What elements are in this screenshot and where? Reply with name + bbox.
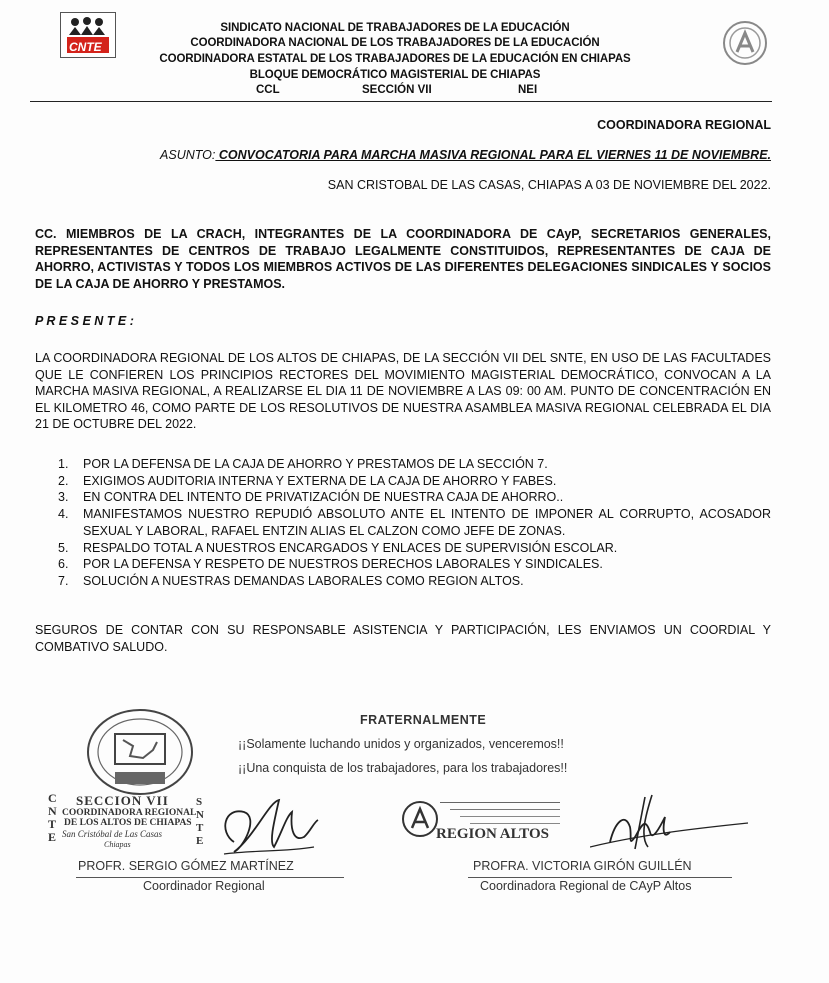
department-title: COORDINADORA REGIONAL — [597, 118, 771, 132]
motto-1: ¡¡Solamente luchando unidos y organizados, venceremos!! — [238, 737, 564, 751]
header-divider — [30, 101, 772, 102]
demands-list — [35, 456, 771, 590]
handwritten-signature-icon — [214, 792, 324, 862]
list-item: 6. POR LA DEFENSA Y RESPETO DE NUESTROS DERECHOS LABORALES Y SINDICALES. — [58, 557, 603, 572]
right-signature — [590, 787, 750, 864]
stamp-line-4: Chiapas — [104, 840, 131, 849]
header-ccl: CCL — [256, 84, 280, 96]
presente-heading: P R E S E N T E : — [35, 314, 134, 328]
stamp-seccion: SECCION VII — [76, 793, 169, 808]
header-nei: NEI — [518, 84, 538, 96]
stamp-line-2: DE LOS ALTOS DE CHIAPAS — [64, 818, 192, 828]
list-item: 7. SOLUCIÓN A NUESTRAS DEMANDAS LABORALES COMO REGION ALTOS. — [58, 573, 524, 588]
header-line-1: SINDICATO NACIONAL DE TRABAJADORES DE LA EDUCACIÓN — [220, 22, 570, 34]
header-emblem — [722, 20, 768, 71]
left-signature — [214, 792, 324, 867]
triangle-emblem-icon — [722, 20, 768, 66]
list-item: 3. EN CONTRA DEL INTENTO DE PRIVATIZACIÓN DE NUESTRA CAJA DE AHORRO.. — [58, 490, 564, 505]
left-signature-line — [76, 877, 344, 878]
motto-2: ¡¡Una conquista de los trabajadores, para los trabajadores!! — [238, 761, 568, 775]
right-signer-name: PROFRA. VICTORIA GIRÓN GUILLÉN — [473, 859, 692, 873]
stamp-line-1: COORDINADORA REGIONAL — [62, 808, 197, 818]
stamp-side-letters-right: S N T E — [196, 796, 204, 847]
stamp-line-3: San Cristóbal de Las Casas — [62, 829, 163, 839]
list-item: 5. RESPALDO TOTAL A NUESTROS ENCARGADOS Y ENLACES DE SUPERVISIÓN ESCOLAR. — [58, 540, 618, 555]
handwritten-signature-icon — [590, 787, 750, 859]
left-signer-role: Coordinador Regional — [143, 879, 265, 893]
seal-emblem-icon — [85, 706, 195, 798]
right-stamp — [400, 798, 549, 845]
place-date: SAN CRISTOBAL DE LAS CASAS, CHIAPAS A 03 DE NOVIEMBRE DEL 2022. — [327, 178, 771, 192]
body-paragraph: LA COORDINADORA REGIONAL DE LOS ALTOS DE CHIAPAS, DE LA SECCIÓN VII DEL SNTE, EN USO DE LAS FACULTADES QUE LE CONFIEREN LOS PRINCIPIOS RECTORES DEL MOVIMIENTO MAGISTERIAL DEMOCRÁTICO, CONVOCAN A LA MARCHA MASIVA REGIONAL, A REALIZARSE EL DIA 11 DE NOVIEMBRE A LAS 09: 00 AM. PUNTO DE CONCENTRACIÓN EN EL KILOMETRO 46, COMO PARTE DE LOS RESOLUTIVOS DE NUESTRA ASAMBLEA MASIVA REGIONAL CELEBRADA EL DIA 21 DE OCTUBRE DEL 2022. — [35, 351, 771, 431]
asunto-line — [160, 148, 771, 162]
header-line-2: COORDINADORA NACIONAL DE LOS TRABAJADORES DE LA EDUCACIÓN — [190, 37, 600, 49]
right-signature-line — [468, 877, 732, 878]
recipients: CC. MIEMBROS DE LA CRACH, INTEGRANTES DE LA COORDINADORA DE CAyP, SECRETARIOS GENERALES, REPRESENTANTES DE CENTROS DE TRABAJO LEGALMENTE CONSTITUIDOS, REPRESENTANTES DE CAJA DE AHORRO, ACTIVISTAS Y TODOS LOS MIEMBROS ACTIVOS DE LAS DIFERENTES DELEGACIONES SINDICALES Y SOCIOS DE LA CAJA DE AHORRO Y PRESTAMOS. — [35, 227, 771, 291]
cnte-logo-text: CNTE — [69, 40, 102, 54]
asunto-text: CONVOCATORIA PARA MARCHA MASIVA REGIONAL PARA EL VIERNES 11 DE NOVIEMBRE. — [215, 148, 771, 162]
stamp-region-altos: REGION ALTOS — [436, 826, 549, 842]
cnte-logo — [60, 12, 116, 58]
stamp-side-letters-left: C N T E — [48, 791, 57, 844]
header-seccion: SECCIÓN VII — [362, 84, 432, 96]
right-signer-role: Coordinadora Regional de CAyP Altos — [480, 879, 692, 893]
fraternal-heading: FRATERNALMENTE — [360, 713, 487, 727]
list-item: 1. POR LA DEFENSA DE LA CAJA DE AHORRO Y PRESTAMOS DE LA SECCIÓN 7. — [58, 457, 548, 471]
list-item: 4. MANIFESTAMOS NUESTRO REPUDIÓ ABSOLUTO ANTE EL INTENTO DE IMPONER AL CORRUPTO, ACOSADOR SEXUAL Y LABORAL, RAFAEL ENTZIN ALIAS EL CALZON COMO JEFE DE ZONAS. — [58, 507, 771, 538]
closing-paragraph: SEGUROS DE CONTAR CON SU RESPONSABLE ASISTENCIA Y PARTICIPACIÓN, LES ENVIAMOS UN COORDIAL Y COMBATIVO SALUDO. — [35, 623, 771, 654]
left-signer-name: PROFR. SERGIO GÓMEZ MARTÍNEZ — [78, 859, 294, 873]
left-seal — [85, 706, 195, 803]
asunto-label: ASUNTO: — [160, 148, 216, 162]
list-item: 2. EXIGIMOS AUDITORIA INTERNA Y EXTERNA DE LA CAJA DE AHORRO Y FABES. — [58, 473, 557, 488]
header-line-3: COORDINADORA ESTATAL DE LOS TRABAJADORES DE LA EDUCACIÓN EN CHIAPAS — [159, 53, 631, 65]
header-line-4: BLOQUE DEMOCRÁTICO MAGISTERIAL DE CHIAPAS — [249, 69, 541, 81]
triangle-stamp-icon — [400, 798, 440, 840]
